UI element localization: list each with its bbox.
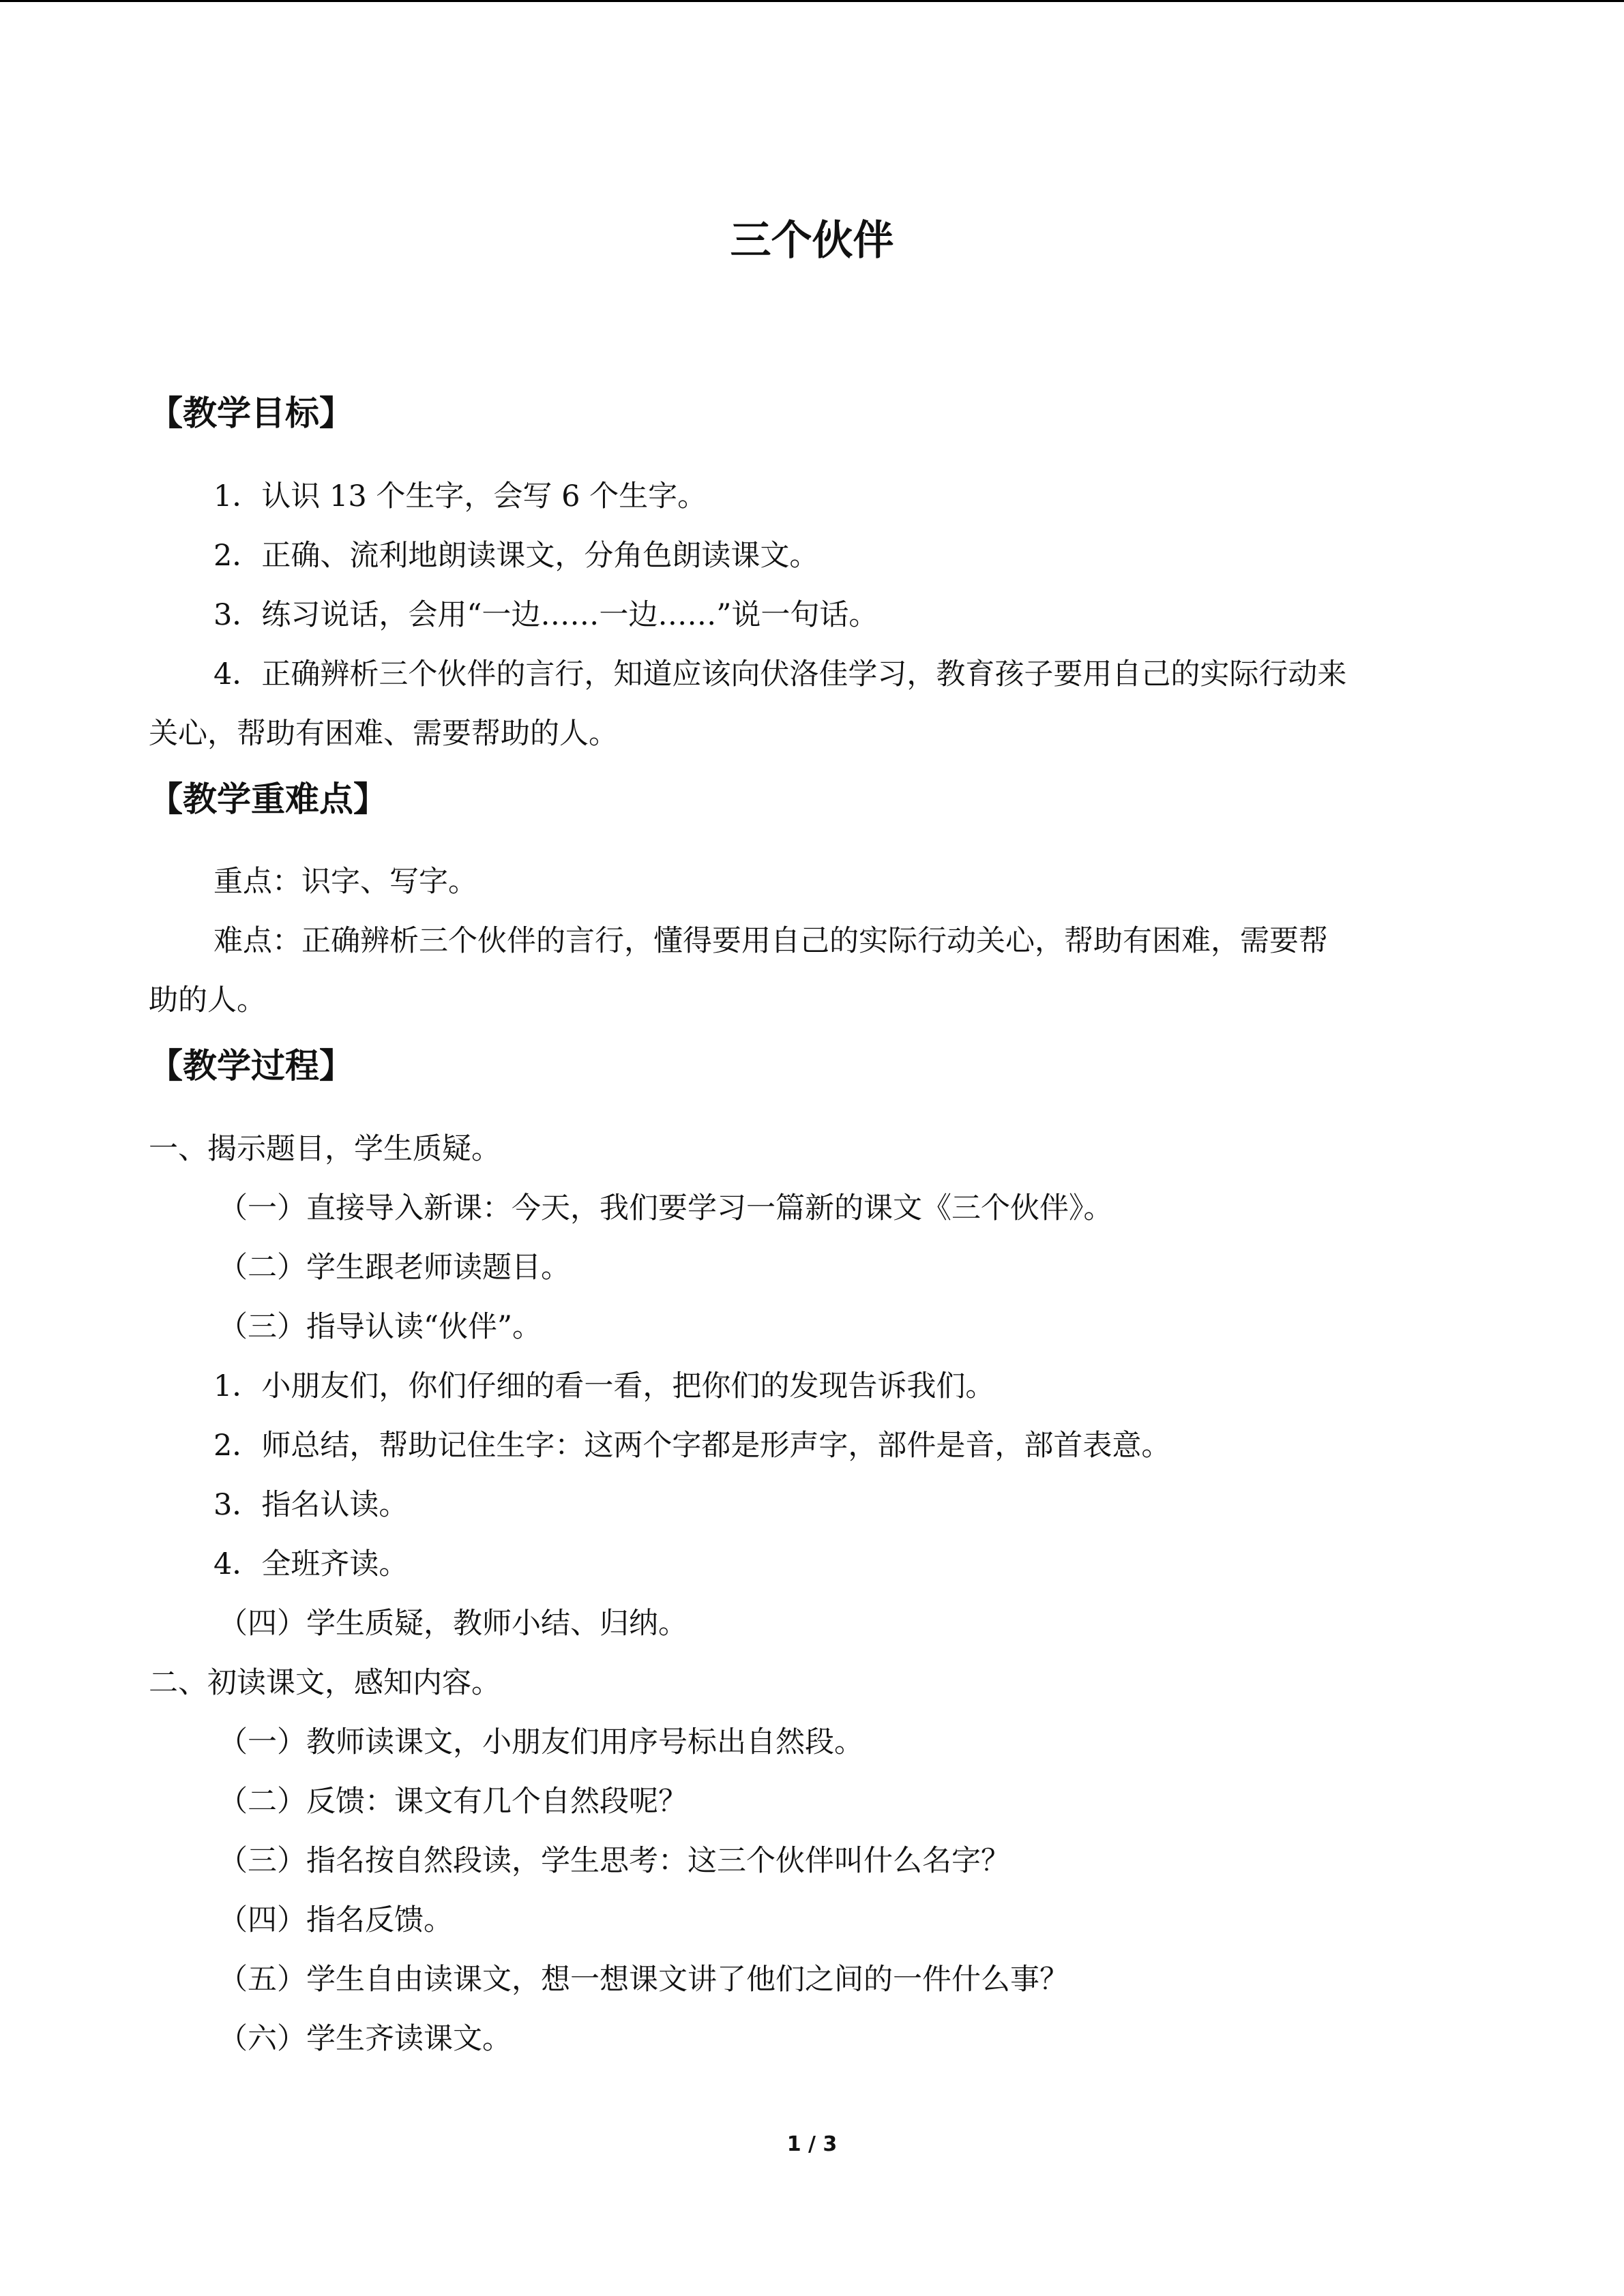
section-heading-objectives: 【教学目标】 <box>149 393 353 433</box>
key-point-line: 助的人。 <box>149 983 266 1017</box>
process-line: 一、揭示题目，学生质疑。 <box>149 1132 501 1166</box>
process-line: 4．全班齐读。 <box>213 1547 409 1581</box>
process-line: 3．指名认读。 <box>213 1488 409 1522</box>
process-line: （三）指名按自然段读，学生思考：这三个伙伴叫什么名字？ <box>218 1844 1010 1878</box>
process-line: （四）指名反馈。 <box>218 1903 453 1937</box>
process-line: 1．小朋友们，你们仔细的看一看，把你们的发现告诉我们。 <box>213 1369 995 1403</box>
process-line: （二）学生跟老师读题目。 <box>218 1251 570 1285</box>
objective-line: 1．认识 13 个生字，会写 6 个生字。 <box>213 479 707 513</box>
objective-line: 3．练习说话，会用“一边……一边……”说一句话。 <box>213 598 879 632</box>
objective-line: 4．正确辨析三个伙伴的言行，知道应该向伏洛佳学习，教育孩子要用自己的实际行动来 <box>213 657 1347 691</box>
process-line: （一）直接导入新课：今天，我们要学习一篇新的课文《三个伙伴》。 <box>218 1191 1113 1225</box>
section-heading-key-points: 【教学重难点】 <box>149 779 387 819</box>
key-point-line: 重点：识字、写字。 <box>213 865 477 899</box>
process-line: （二）反馈：课文有几个自然段呢？ <box>218 1785 688 1819</box>
process-line: （三）指导认读“伙伴”。 <box>218 1310 542 1344</box>
key-point-line: 难点：正确辨析三个伙伴的言行，懂得要用自己的实际行动关心，帮助有困难，需要帮 <box>213 924 1328 958</box>
process-line: （一）教师读课文，小朋友们用序号标出自然段。 <box>218 1725 863 1759</box>
process-line: 二、初读课文，感知内容。 <box>149 1666 501 1700</box>
process-line: 2．师总结，帮助记住生字：这两个字都是形声字，部件是音，部首表意。 <box>213 1429 1171 1463</box>
process-line: （五）学生自由读课文，想一想课文讲了他们之间的一件什么事？ <box>218 1963 1069 1997</box>
process-line: （四）学生质疑，教师小结、归纳。 <box>218 1607 688 1641</box>
objective-line: 关心，帮助有困难、需要帮助的人。 <box>149 717 618 751</box>
objective-line: 2．正确、流利地朗读课文，分角色朗读课文。 <box>213 539 819 573</box>
process-line: （六）学生齐读课文。 <box>218 2022 512 2056</box>
page-number: 1 / 3 <box>786 2132 838 2156</box>
document-title: 三个伙伴 <box>730 217 894 265</box>
section-heading-process: 【教学过程】 <box>149 1046 353 1086</box>
